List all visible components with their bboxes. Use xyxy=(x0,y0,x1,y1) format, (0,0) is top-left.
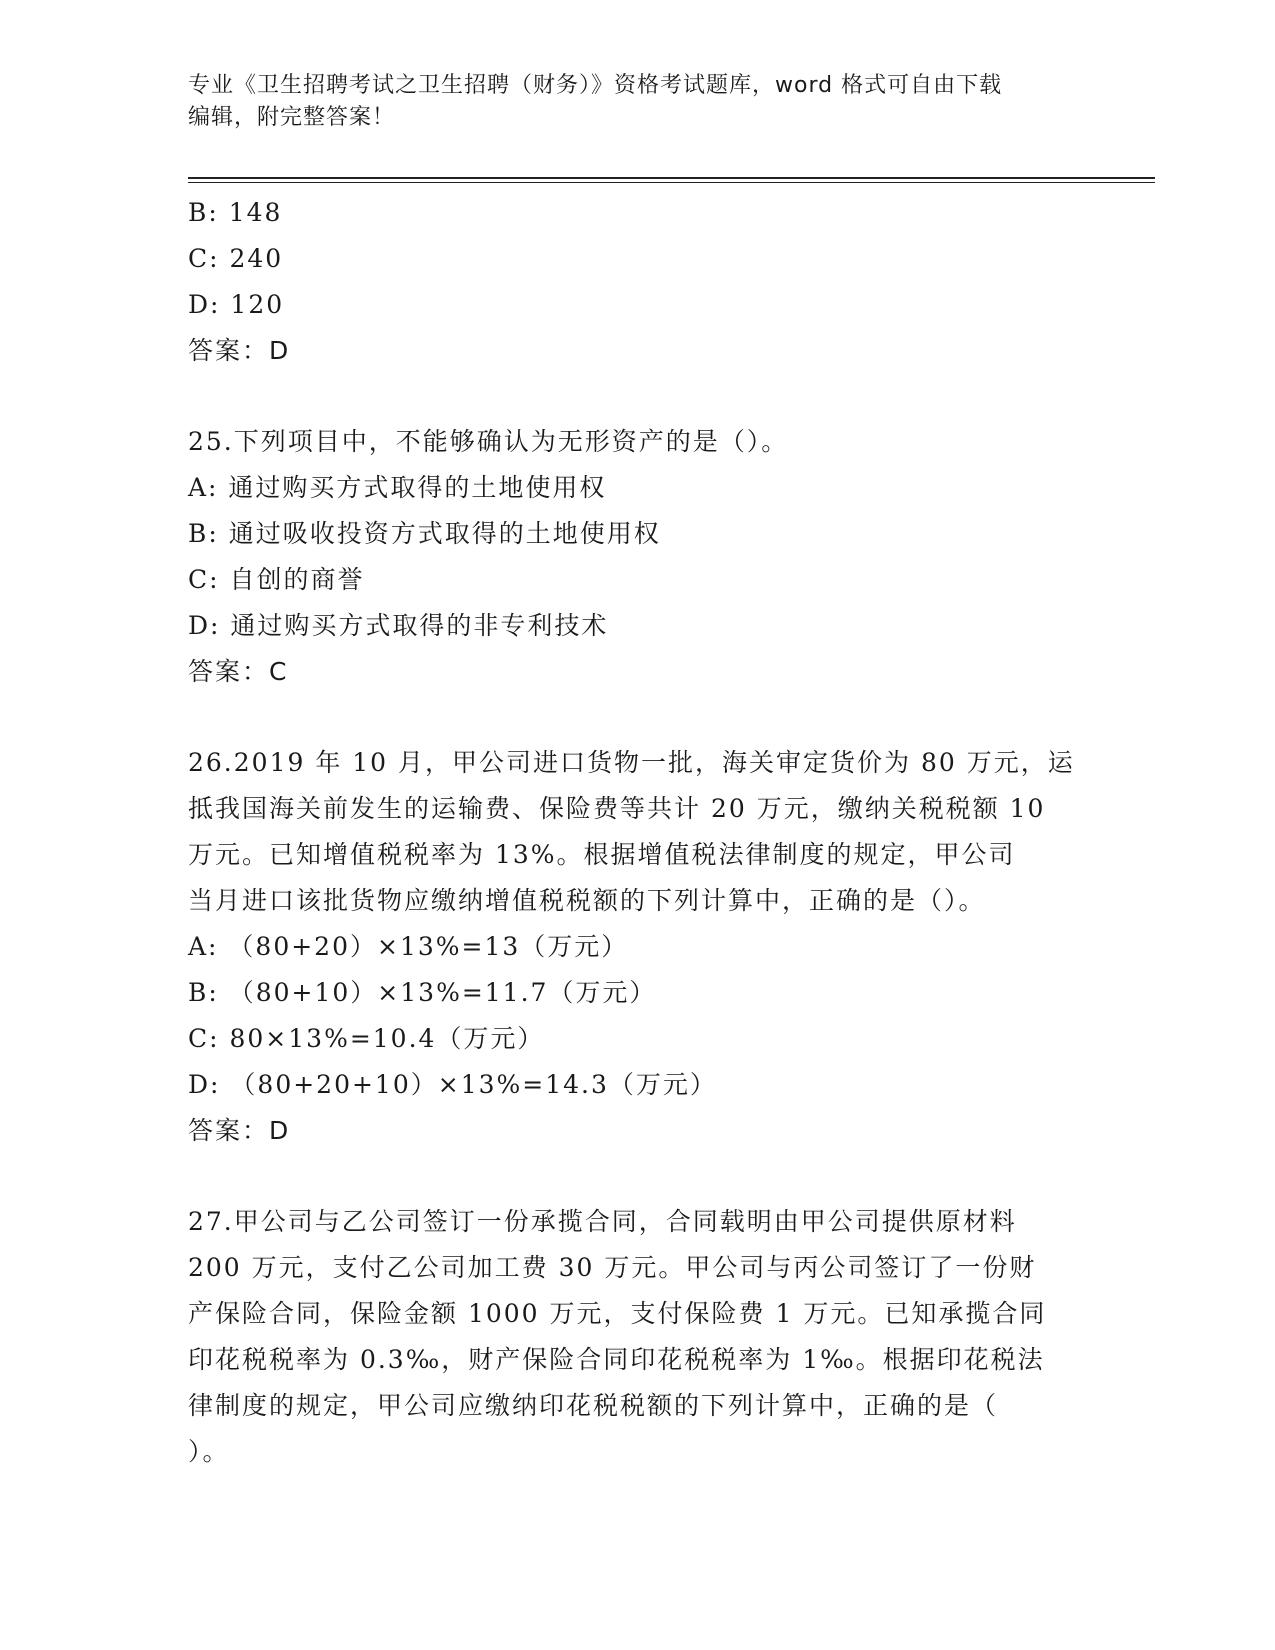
option-a: A: （80+20）×13%=13（万元） xyxy=(188,932,629,961)
header-line-1: 专业《卫生招聘考试之卫生招聘（财务）》资格考试题库，word 格式可自由下载 xyxy=(188,73,1003,98)
document-header xyxy=(188,70,1088,134)
header-line-2: 编辑，附完整答案！ xyxy=(188,105,396,130)
question-stem: 25.下列项目中，不能够确认为无形资产的是（）。 xyxy=(188,427,789,456)
answer-label: 答案：C xyxy=(188,657,289,686)
answer-label: 答案：D xyxy=(188,336,291,365)
answer-label: 答案：D xyxy=(188,1116,291,1145)
option-b: B: （80+10）×13%=11.7（万元） xyxy=(188,978,657,1007)
question-stem-line: 当月进口该批货物应缴纳增值税税额的下列计算中，正确的是（）。 xyxy=(188,886,986,915)
spacer xyxy=(188,374,1088,419)
question-stem-line: ）。 xyxy=(188,1437,230,1466)
spacer xyxy=(188,1154,1088,1199)
question-stem-line: 产保险合同，保险金额 1000 万元，支付保险费 1 万元。已知承揽合同 xyxy=(188,1299,1047,1328)
question-26 xyxy=(188,740,1088,1154)
question-content xyxy=(188,190,1088,1475)
spacer xyxy=(188,695,1088,740)
option-c: C: 80×13%=10.4（万元） xyxy=(188,1024,545,1053)
header-divider-thick xyxy=(188,177,1155,179)
question-stem-line: 印花税税率为 0.3‰，财产保险合同印花税税率为 1‰。根据印花税法 xyxy=(188,1345,1045,1374)
question-stem-line: 26.2019 年 10 月，甲公司进口货物一批，海关审定货价为 80 万元，运 xyxy=(188,748,1075,777)
question-stem-line: 律制度的规定，甲公司应缴纳印花税税额的下列计算中，正确的是（ xyxy=(188,1391,999,1420)
option-c: C: 自创的商誉 xyxy=(188,565,365,594)
option-d: D: 120 xyxy=(188,290,285,319)
question-27 xyxy=(188,1199,1088,1475)
header-divider-thin xyxy=(188,182,1155,183)
question-stem-line: 27.甲公司与乙公司签订一份承揽合同，合同载明由甲公司提供原材料 xyxy=(188,1207,1017,1236)
question-stem-line: 200 万元，支付乙公司加工费 30 万元。甲公司与丙公司签订了一份财 xyxy=(188,1253,1037,1282)
question-25 xyxy=(188,419,1088,695)
option-a: A: 通过购买方式取得的土地使用权 xyxy=(188,473,607,502)
option-b: B: 通过吸收投资方式取得的土地使用权 xyxy=(188,519,661,548)
question-stem-line: 抵我国海关前发生的运输费、保险费等共计 20 万元，缴纳关税税额 10 xyxy=(188,794,1046,823)
question-stem-line: 万元。已知增值税税率为 13%。根据增值税法律制度的规定，甲公司 xyxy=(188,840,1016,869)
option-c: C: 240 xyxy=(188,244,284,273)
option-d: D: 通过购买方式取得的非专利技术 xyxy=(188,611,609,640)
option-d: D: （80+20+10）×13%=14.3（万元） xyxy=(188,1070,717,1099)
question-24-tail xyxy=(188,190,1088,374)
option-b: B: 148 xyxy=(188,198,283,227)
